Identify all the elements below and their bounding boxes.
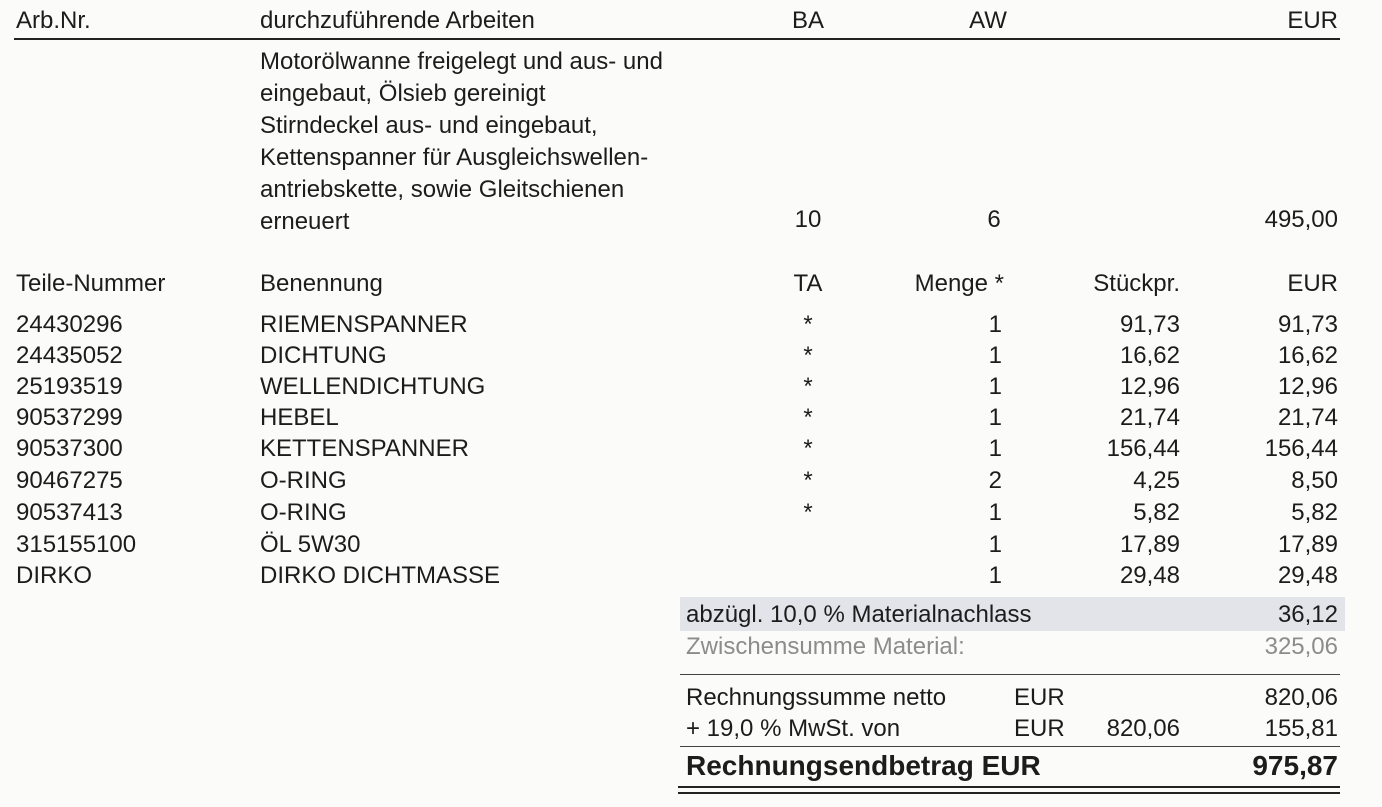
part-qty: 1 xyxy=(988,435,1002,462)
table-row xyxy=(0,434,1382,466)
part-number: 315155100 xyxy=(16,531,137,558)
part-total: 156,44 xyxy=(1264,435,1338,462)
net-currency: EUR xyxy=(1014,684,1065,711)
part-total: 8,50 xyxy=(1291,467,1338,494)
part-price: 21,74 xyxy=(1119,404,1180,431)
totals-divider xyxy=(680,674,1340,675)
part-name: RIEMENSPANNER xyxy=(260,311,468,338)
part-name: DIRKO DICHTMASSE xyxy=(260,562,501,589)
part-price: 12,96 xyxy=(1119,373,1180,400)
work-col-arbeiten: durchzuführende Arbeiten xyxy=(260,7,535,34)
part-total: 91,73 xyxy=(1277,311,1338,338)
part-number: 90537299 xyxy=(16,404,123,431)
vat-value: 155,81 xyxy=(1264,715,1338,742)
work-description-line: Stirndeckel aus- und eingebaut, xyxy=(260,112,598,139)
part-total: 21,74 xyxy=(1277,404,1338,431)
part-name: WELLENDICHTUNG xyxy=(260,373,486,400)
part-ta: * xyxy=(803,435,813,462)
work-description-line: antriebskette, sowie Gleitschienen xyxy=(260,176,625,203)
double-underline-bottom xyxy=(678,792,1340,794)
table-row xyxy=(0,403,1382,435)
parts-col-nr: Teile-Nummer xyxy=(16,270,166,297)
vat-currency: EUR xyxy=(1014,715,1065,742)
work-description-line: Motorölwanne freigelegt und aus- und xyxy=(260,48,663,75)
work-col-arbnr: Arb.Nr. xyxy=(16,7,91,34)
subtotal-label: Zwischensumme Material: xyxy=(686,633,965,660)
part-name: KETTENSPANNER xyxy=(260,435,469,462)
part-total: 12,96 xyxy=(1277,373,1338,400)
part-ta: * xyxy=(803,373,813,400)
part-ta: * xyxy=(803,467,813,494)
parts-col-eur: EUR xyxy=(1287,270,1338,297)
part-qty: 2 xyxy=(988,467,1002,494)
table-row xyxy=(0,341,1382,373)
part-name: DICHTUNG xyxy=(260,342,387,369)
part-qty: 1 xyxy=(988,499,1002,526)
part-qty: 1 xyxy=(988,562,1002,589)
net-value: 820,06 xyxy=(1264,684,1338,711)
table-row xyxy=(0,310,1382,342)
final-top-divider xyxy=(680,746,1340,747)
part-total: 16,62 xyxy=(1277,342,1338,369)
work-description-line: eingebaut, Ölsieb gereinigt xyxy=(260,80,546,107)
discount-label: abzügl. 10,0 % Materialnachlass xyxy=(686,601,1032,628)
work-description-line: erneuert xyxy=(260,208,350,235)
work-col-aw: AW xyxy=(969,7,1007,34)
part-ta: * xyxy=(803,311,813,338)
table-row xyxy=(0,498,1382,530)
part-price: 17,89 xyxy=(1119,531,1180,558)
work-col-ba: BA xyxy=(791,7,824,34)
work-ba-value: 10 xyxy=(794,206,822,233)
parts-col-price: Stückpr. xyxy=(1093,270,1180,297)
table-row xyxy=(0,466,1382,498)
part-number: 90537413 xyxy=(16,499,123,526)
vat-base: 820,06 xyxy=(1106,715,1180,742)
part-price: 16,62 xyxy=(1119,342,1180,369)
part-number: 90467275 xyxy=(16,467,123,494)
work-col-eur: EUR xyxy=(1287,7,1338,34)
part-ta: * xyxy=(803,404,813,431)
part-number: 25193519 xyxy=(16,373,123,400)
part-number: 90537300 xyxy=(16,435,123,462)
discount-value: 36,12 xyxy=(1277,601,1338,628)
part-number: 24430296 xyxy=(16,311,123,338)
part-total: 29,48 xyxy=(1277,562,1338,589)
part-name: O-RING xyxy=(260,467,347,494)
part-price: 4,25 xyxy=(1133,467,1180,494)
table-row xyxy=(0,372,1382,404)
table-row xyxy=(0,530,1382,562)
parts-col-name: Benennung xyxy=(260,270,383,297)
table-row xyxy=(0,561,1382,593)
part-total: 5,82 xyxy=(1291,499,1338,526)
parts-col-ta: TA xyxy=(793,270,823,297)
part-name: O-RING xyxy=(260,499,347,526)
final-value: 975,87 xyxy=(1252,750,1338,781)
part-name: ÖL 5W30 xyxy=(260,531,361,558)
part-qty: 1 xyxy=(988,311,1002,338)
part-qty: 1 xyxy=(988,404,1002,431)
double-underline-top xyxy=(678,786,1340,788)
work-aw-value: 6 xyxy=(987,206,1001,233)
part-name: HEBEL xyxy=(260,404,339,431)
part-qty: 1 xyxy=(988,373,1002,400)
part-number: 24435052 xyxy=(16,342,123,369)
work-eur-value: 495,00 xyxy=(1264,206,1338,233)
part-total: 17,89 xyxy=(1277,531,1338,558)
part-qty: 1 xyxy=(988,342,1002,369)
part-price: 29,48 xyxy=(1119,562,1180,589)
work-description xyxy=(260,46,663,238)
part-qty: 1 xyxy=(988,531,1002,558)
part-ta: * xyxy=(803,342,813,369)
part-ta: * xyxy=(803,499,813,526)
part-price: 5,82 xyxy=(1133,499,1180,526)
vat-label: + 19,0 % MwSt. von xyxy=(686,715,901,742)
part-price: 156,44 xyxy=(1106,435,1180,462)
work-description-line: Kettenspanner für Ausgleichswellen- xyxy=(260,144,649,171)
parts-col-qty: Menge * xyxy=(914,270,1004,297)
final-label: Rechnungsendbetrag EUR xyxy=(686,750,1041,781)
header-divider xyxy=(14,38,1340,40)
part-number: DIRKO xyxy=(16,562,93,589)
subtotal-value: 325,06 xyxy=(1264,633,1338,660)
net-label: Rechnungssumme netto xyxy=(686,684,947,711)
part-price: 91,73 xyxy=(1119,311,1180,338)
